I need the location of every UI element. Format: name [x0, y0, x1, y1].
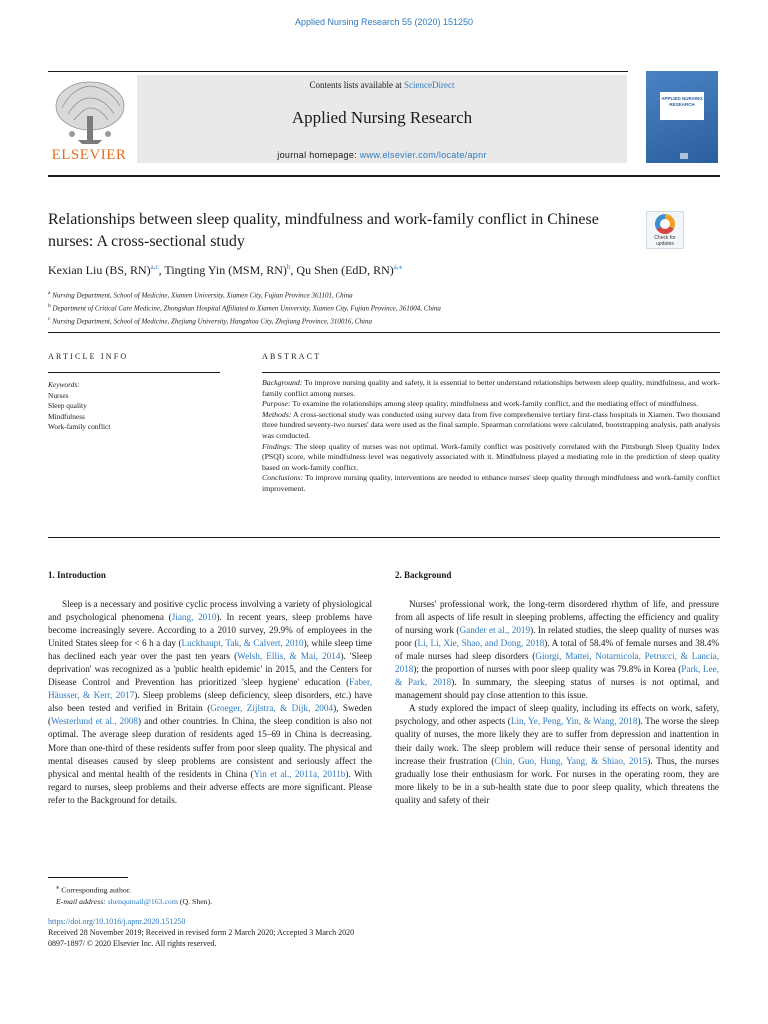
citation-link[interactable]: Faber, Häusser, & Kerr, 2017 — [48, 677, 372, 701]
citation-link[interactable]: Westerlund et al., 2008 — [51, 716, 139, 727]
corresponding-author-footnote — [56, 882, 376, 908]
homepage-link[interactable]: www.elsevier.com/locate/apnr — [359, 150, 487, 160]
citation-link[interactable]: Giorgi, Mattei, Notarnicola, Petrucci, & Lancia, 2018 — [395, 651, 719, 675]
author-name: Kexian Liu (BS, RN) — [48, 263, 151, 277]
abstract-purpose: Purpose: To examine the relationships among sleep quality, mindfulness and work-family conflict, and the mediating effect of mindfulness. — [262, 399, 699, 409]
citation-link[interactable]: Luckhaupt, Tak, & Calvert, 2010 — [181, 638, 304, 649]
divider — [48, 71, 628, 72]
doi-link[interactable]: https://doi.org/10.1016/j.apnr.2020.151250 — [48, 917, 186, 926]
email-link[interactable]: shenqumail@163.com — [107, 897, 178, 907]
affiliation-item: $^a$ Nursing Department, School of Medicine, Xiamen University, Xiamen City, Fujian Province 361101, China — [48, 290, 353, 300]
corresponding-author-line: ⁎ Corresponding author. — [56, 884, 131, 895]
abstract-findings: Findings: The sleep quality of nurses was not optimal. Work-family conflict was positively correlated with the Pittsburgh Sleep Quality Index (PSQI) score, while mindfulness level was negatively associated with it. Mindfulness played a mediating role in the prediction of sleep quality based on work-family conflict. — [262, 441, 720, 472]
keyword-item: Mindfulness — [48, 411, 85, 421]
footnote-star: ⁎ — [56, 884, 60, 891]
divider — [48, 372, 220, 373]
divider — [48, 175, 720, 177]
citation-link[interactable]: Jiang, 2010 — [171, 612, 217, 623]
citation-link[interactable]: Yin et al., 2011a, 2011b — [253, 768, 346, 779]
homepage-prefix: journal homepage: — [277, 150, 360, 160]
sciencedirect-link[interactable]: ScienceDirect — [404, 80, 455, 90]
journal-homepage — [137, 150, 627, 160]
abstract-heading: ABSTRACT — [262, 352, 322, 361]
journal-cover-text: APPLIED NURSING RESEARCH — [661, 96, 703, 107]
background-body — [395, 598, 719, 807]
abstract-methods: Methods: A cross-sectional study was conducted using survey data from five comprehensive tertiary first-class hospitals in Xiamen. Two thousand three hundred seventy-two nurses' data were used as the final sample. Spearman correlations were calculated, bootstrapping analysis, path analysis was conducted. — [262, 409, 720, 440]
divider — [262, 372, 720, 373]
keyword-item: Work-family conflict — [48, 422, 111, 431]
author-affiliation-link[interactable]: a,⁎ — [393, 263, 403, 271]
copyright-notice: 0897-1897/ © 2020 Elsevier Inc. All rights reserved. — [48, 939, 217, 949]
author-name: Tingting Yin (MSM, RN) — [164, 263, 287, 277]
received-dates: Received 28 November 2019; Received in revised form 2 March 2020; Accepted 3 March 2020 — [48, 928, 355, 938]
abstract-background: Background: To improve nursing quality and safety, it is essential to better understand relationships between sleep quality, mindfulness, and work-family conflict among nurses. — [262, 378, 720, 398]
journal-citation[interactable]: Applied Nursing Research 55 (2020) 151250 — [294, 17, 474, 27]
affiliation-item: $^b$ Department of Critical Care Medicine, Zhongshan Hospital Affiliated to Xiamen University, Xiamen City, Fujian Province, 361004, China — [48, 302, 441, 313]
paragraph: Sleep is a necessary and positive cyclic process involving a variety of physiological and psychological phenomena (Jiang, 2010). In recent years, sleep problems have become increasingly severe. According to a 2010 survey, 29.9% of employees in the United States sleep for < 6 h a day (Luckhaupt, Tak, & Calvert, 2010), while sleep time has declined each year over the past ten years (Welsh, Ellis, & Mai, 2014). 'Sleep deprivation' was recognized as a 'public health epidemic' in 2015, and the Centers for Disease Control and Prevention has prioritized 'sleep hygiene' education (Faber, Häusser, & Kerr, 2017). Sleep problems (sleep deficiency, sleep disorders, etc.) have also been tested and verified in Britain (Groeger, Zijlstra, & Dijk, 2004), Sweden (Westerlund et al., 2008) and other countries. In China, the sleep condition is also not optimal. The average sleep duration of residents aged 15–69 in China is decreasing. More than one-third of these residents suffer from poor sleep quality. The physical and mental diseases caused by sleep problems are consistent and seriously affect the physical and mental health of the residents in China (Yin et al., 2011a, 2011b). With regard to nurses, sleep problems and their adverse effects are more significant. Please refer to the Background for details. — [48, 599, 373, 805]
section-heading-background: 2. Background — [395, 570, 452, 580]
footnote-divider — [48, 877, 128, 878]
author-affiliation-link[interactable]: b — [286, 263, 291, 271]
citation-link[interactable]: Li, Li, Xie, Shao, and Dong, 2018 — [417, 638, 545, 649]
elsevier-wordmark: ELSEVIER — [51, 147, 127, 163]
keyword-item: Nurses — [48, 390, 69, 400]
crossmark-icon-center — [660, 219, 670, 229]
author-list: Kexian Liu (BS, RN)$^{a,c}$, Tingting Yin (MSM, RN)$^b$, Qu Shen (EdD, RN)$^{a,⁎}$ — [48, 263, 403, 277]
keyword-item: Sleep quality — [48, 401, 87, 410]
keywords-label: Keywords: — [48, 380, 80, 389]
article-title: Relationships between sleep quality, mindfulness and work-family conflict in Chinese nurses: A cross-sectional study — [48, 211, 599, 250]
divider — [48, 537, 720, 538]
paragraph: Nurses' professional work, the long-term disordered rhythm of life, and pressure from all aspects of life result in sleeping problems, affecting the efficiency and quality of nursing work (Gander et al., 2019). In related studies, the sleep quality of nurses was poor (Li, Li, Xie, Shao, and Dong, 2018). A total of 58.4% of female nurses and 38.4% of male nurses had sleep disorders (Giorgi, Mattei, Notarnicola, Petrucci, & Lancia, 2018); the proportion of nurses with poor sleep quality was 79.8% in Korea (Park, Lee, & Park, 2018). In summary, the sleeping status of nurses is not optimal, and management should pay close attention to this issue. — [395, 599, 720, 701]
affiliation-item: $^c$ Nursing Department, School of Medicine, Zhejiang University, Hangzhou City, Zhejiang Province, 310016, China — [48, 315, 372, 325]
abstract-conclusions: Conclusions: To improve nursing quality, interventions are needed to enhance nurses' sleep quality through mindfulness and work-family conflict improvement. — [262, 473, 720, 493]
abstract-body — [262, 378, 720, 495]
publication-info — [48, 916, 720, 950]
affiliations — [48, 288, 720, 326]
section-heading-introduction: 1. Introduction — [48, 570, 106, 580]
citation-link[interactable]: Groeger, Zijlstra, & Dijk, 2004 — [210, 703, 334, 714]
keywords-list — [48, 380, 220, 433]
check-for-updates-label: Check for updates — [654, 235, 676, 247]
citation-link[interactable]: Gander et al., 2019 — [459, 625, 531, 636]
author-name: Qu Shen (EdD, RN) — [296, 263, 394, 277]
citation-link[interactable]: Lin, Ye, Peng, Yin, & Wang, 2018 — [510, 716, 638, 727]
author-affiliation-link[interactable]: a,c — [150, 263, 159, 271]
citation-link[interactable]: Chin, Guo, Hung, Yang, & Shiao, 2015 — [494, 755, 648, 766]
paragraph: A study explored the impact of sleep quality, including its effects on work, safety, psychology, and other aspects (Lin, Ye, Peng, Yin, & Wang, 2018). The worse the sleep quality of nurses, the more likely they are to suffer from depression and inattention in their daily work. The sleep problem will reduce their sense of personal identity and increase their frustration (Chin, Guo, Hung, Yang, & Shiao, 2015). Thus, the nurses gradually lose their enthusiasm for work. For nurses in the operating room, they are more likely to be in a sub-health state due to poor sleep quality, which threatens the quality and safety of their — [395, 703, 719, 805]
introduction-body — [48, 598, 372, 807]
journal-cover-logo-icon — [680, 153, 688, 159]
contents-prefix: Contents lists available at — [309, 80, 404, 90]
contents-availability — [137, 80, 627, 90]
article-info-heading: ARTICLE INFO — [48, 352, 129, 361]
citation-link[interactable]: Welsh, Ellis, & Mai, 2014 — [237, 651, 341, 662]
email-line: E-mail address: shenqumail@163.com (Q. Shen). — [56, 897, 213, 907]
citation-link[interactable]: Park, Lee, & Park, 2018 — [395, 664, 719, 688]
divider — [48, 332, 720, 333]
journal-title: Applied Nursing Research — [291, 108, 473, 127]
